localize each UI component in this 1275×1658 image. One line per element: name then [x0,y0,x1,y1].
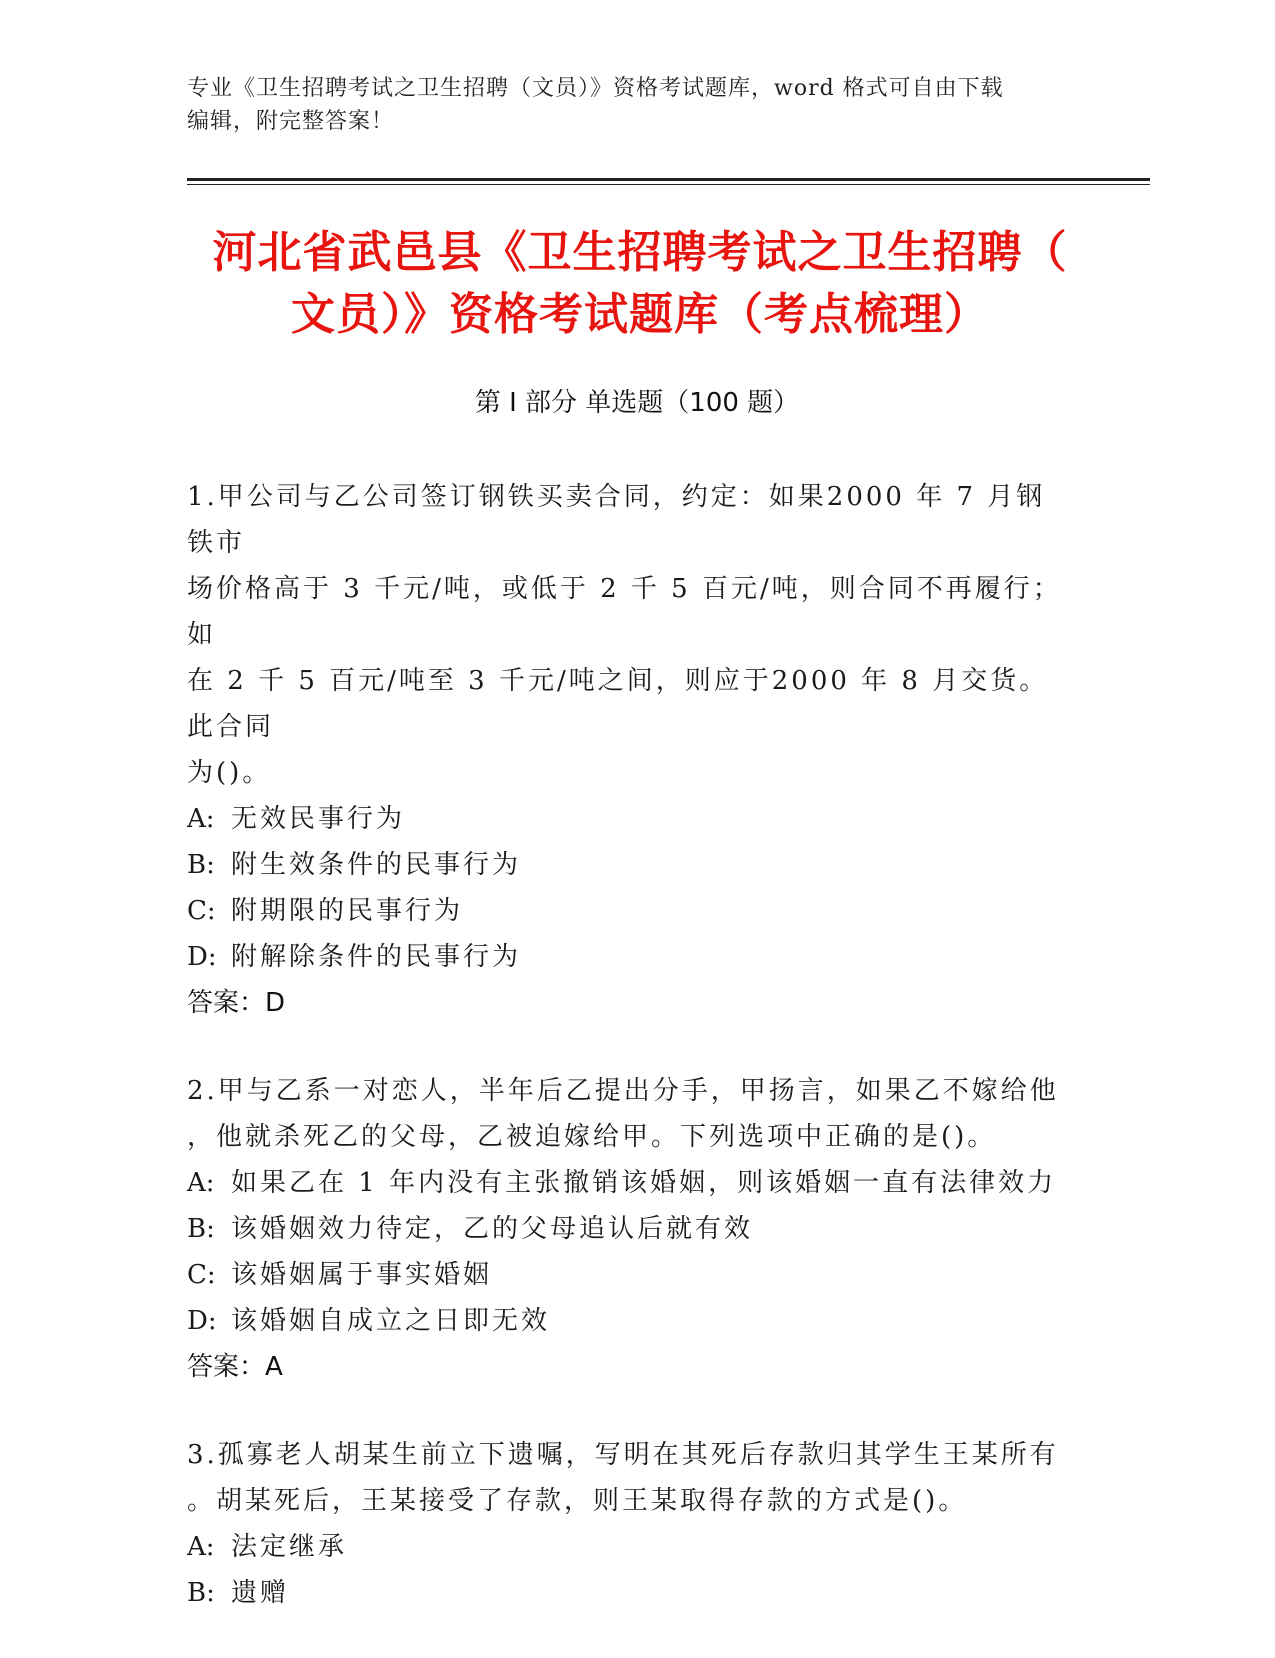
option-b [187,1206,1067,1252]
question-stem-line: 场价格高于 3 千元/吨，或低于 2 千 5 百元/吨，则合同不再履行；如 [187,574,1062,650]
document-title-line: 文员）》资格考试题库（考点梳理） [291,289,989,340]
question-2 [187,1068,1067,1390]
option-a [187,1524,1067,1570]
option-d [187,1298,1067,1344]
option-c [187,1252,1067,1298]
header-divider-thin [187,184,1150,185]
option-text: 该婚姻效力待定，乙的父母追认后就有效 [231,1214,754,1244]
option-text: 该婚姻自成立之日即无效 [231,1306,551,1336]
option-key: B: [187,850,215,880]
section-heading: 第 I 部分 单选题（100 题） [474,388,800,418]
question-stem-line: 为()。 [187,758,272,788]
option-key: D: [187,942,217,972]
option-key: B: [187,1214,215,1244]
question-stem-line: 2.甲与乙系一对恋人，半年后乙提出分手，甲扬言，如果乙不嫁给他 [187,1076,1059,1106]
option-key: C: [187,896,216,926]
question-stem [187,1068,1067,1160]
question-stem-line: 1.甲公司与乙公司签订钢铁买卖合同，约定：如果2000 年 7 月钢铁市 [187,482,1046,558]
answer-line: 答案：D [187,988,286,1018]
option-a [187,1160,1067,1206]
option-a [187,796,1067,842]
option-b [187,842,1067,888]
answer-line: 答案：A [187,1352,283,1382]
option-key: C: [187,1260,216,1290]
question-stem [187,1432,1067,1524]
question-stem-line: 3.孤寡老人胡某生前立下遗嘱，写明在其死后存款归其学生王某所有 [187,1440,1059,1470]
header-note-line: 编辑，附完整答案！ [187,109,395,134]
option-b [187,1570,1067,1616]
question-list [187,474,1067,1658]
option-text: 附生效条件的民事行为 [231,850,522,880]
option-d [187,934,1067,980]
question-3 [187,1432,1067,1616]
question-1 [187,474,1067,1026]
option-key: A: [187,804,215,834]
option-c [187,888,1067,934]
option-key: B: [187,1578,215,1608]
option-key: A: [187,1532,215,1562]
question-stem [187,474,1067,796]
header-note [187,72,1087,138]
option-text: 附解除条件的民事行为 [231,942,522,972]
option-text: 无效民事行为 [231,804,406,834]
header-note-line: 专业《卫生招聘考试之卫生招聘（文员）》资格考试题库，word 格式可自由下载 [187,76,1004,101]
option-text: 该婚姻属于事实婚姻 [231,1260,493,1290]
option-key: A: [187,1168,215,1198]
option-text: 如果乙在 1 年内没有主张撤销该婚姻，则该婚姻一直有法律效力 [231,1168,1057,1198]
option-key: D: [187,1306,217,1336]
option-text: 遗赠 [231,1578,290,1608]
question-stem-line: 。胡某死后，王某接受了存款，则王某取得存款的方式是()。 [187,1486,968,1516]
header-divider-thick [187,178,1150,181]
option-text: 法定继承 [231,1532,348,1562]
document-title [160,222,1120,346]
question-stem-line: ，他就杀死乙的父母，乙被迫嫁给甲。下列选项中正确的是()。 [187,1122,997,1152]
document-title-line: 河北省武邑县《卫生招聘考试之卫生招聘（ [212,227,1068,278]
option-text: 附期限的民事行为 [231,896,464,926]
question-stem-line: 在 2 千 5 百元/吨至 3 千元/吨之间，则应于2000 年 8 月交货。此合同 [187,666,1049,742]
